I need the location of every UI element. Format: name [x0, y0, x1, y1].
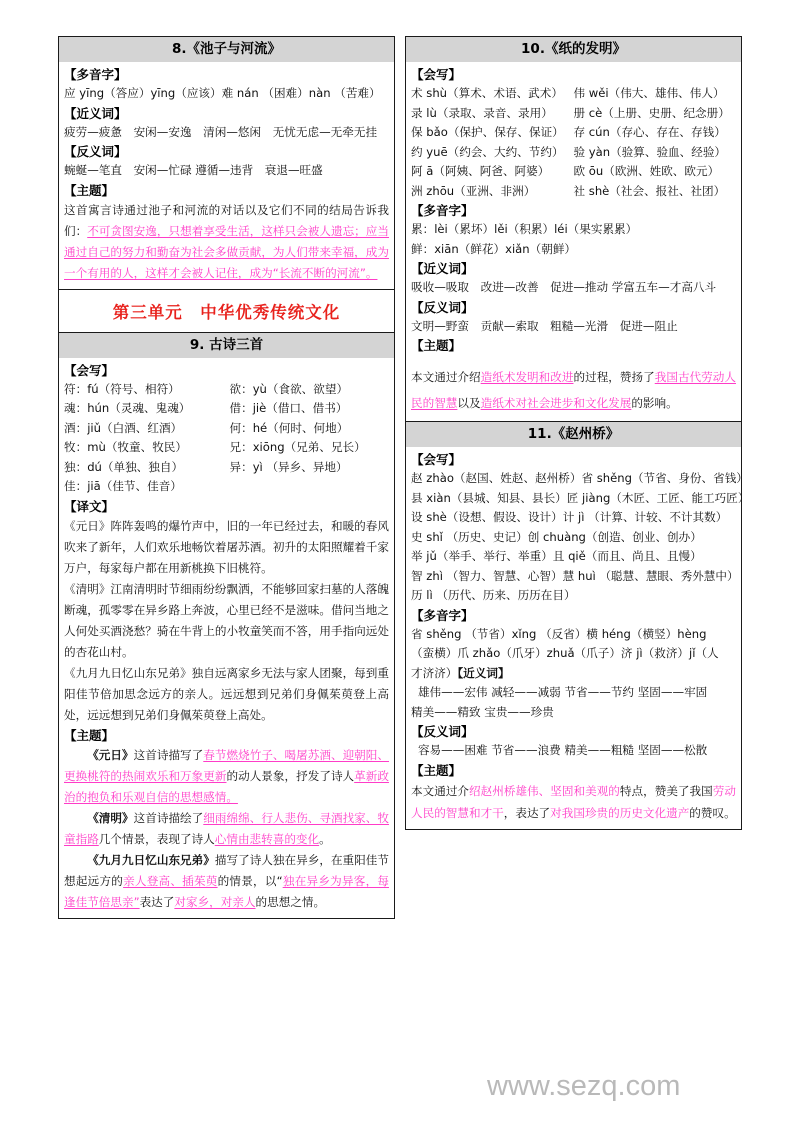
lesson-8-block — [59, 37, 394, 290]
lesson-10-zhuti — [411, 364, 736, 416]
label-yiwen: 【译文】 — [64, 498, 115, 514]
watermark: www.sezq.com — [487, 1070, 681, 1102]
huixie-item: 佳：jiā（佳节、佳音） — [64, 479, 182, 493]
plain: 本文通过介 — [411, 783, 470, 798]
huixie-item: 册 cè（上册、史册、纪念册） — [573, 105, 730, 120]
huixie-item: 慧 huì （聪慧、慧眼、秀外慧中） — [562, 568, 739, 583]
highlight: 独在异乡为异客，每逢佳节倍思亲” — [64, 873, 389, 909]
lesson-9-zhuti-2 — [64, 808, 389, 850]
label-fanyici: 【反义词】 — [411, 724, 474, 739]
unit-3-header-block — [59, 290, 394, 333]
huixie-item: 约 yuē（约会、大约、节约） — [411, 144, 564, 159]
lesson-9-zhuti-1 — [64, 745, 389, 808]
highlight: 心情由悲转喜的变化 — [214, 831, 320, 846]
huixie-item: 术 shù（算术、术语、武术） — [411, 86, 563, 100]
huixie-item: 创 chuàng（创造、创业、创办） — [527, 529, 702, 544]
plain: ，表达了 — [503, 805, 551, 820]
lesson-8-jinyici: 疲劳—疲惫 安闲—安逸 清闲—悠闲 无忧无虑—无牵无挂 — [64, 124, 378, 139]
highlight: 造纸术对社会进步和文化发展 — [480, 396, 632, 410]
lesson-9-yiwen-3: 《九月九日忆山东兄弟》独自远离家乡无法与家人团聚，每到重阳佳节倍加思念远方的亲人。远远想到兄弟们身佩茱萸登上高处，远远想到兄弟们身佩茱萸登上高处。 — [64, 665, 389, 722]
huixie-item: 举 jǔ（举手、举行、举重） — [411, 549, 553, 563]
lesson-10-block — [406, 37, 741, 422]
zhuti-highlight: 不可贪图安逸，只想着享受生活，这样只会被人遗忘；应当通过自己的努力和勤奋为社会多做贡献，为人们带来幸福，成为一个有用的人，这样才会被人记住，成为“长流不断的河流”。 — [64, 223, 389, 280]
huixie-item: 录 lù（录取、录音、录用） — [411, 105, 553, 120]
label-fanyici: 【反义词】 — [411, 299, 474, 315]
huixie-item: 借：jiè（借口、借书） — [229, 401, 348, 415]
highlight: 亲人登高、插茱萸 — [123, 873, 218, 888]
plain: 以及 — [457, 396, 481, 410]
label-fanyici: 【反义词】 — [64, 144, 127, 159]
left-column — [58, 36, 395, 919]
lesson-11-jinyici-2: 精美——精致 宝贵——珍贵 — [411, 704, 554, 719]
lesson-11-huixie-row — [411, 567, 739, 587]
highlight: 对我国珍贵的历史文化遗产 — [550, 805, 690, 820]
huixie-item: 牧：mù（牧童、牧民） — [64, 440, 187, 454]
label-jinyici: 【近义词】 — [64, 105, 127, 121]
plain: 。 — [319, 831, 331, 846]
huixie-item: 省 shěng（节省、身份、省钱） — [581, 471, 748, 485]
plain: 描写了诗人独在异乡，在重阳佳节想起远方的 — [64, 852, 389, 888]
highlight: 绍赵州桥雄伟、坚固和美观的 — [469, 783, 620, 798]
huixie-item: 保 bǎo（保护、保存、保证） — [411, 125, 564, 139]
lesson-11-duoyinzi-2: （蛮横）爪 zhǎo（爪牙）zhuǎ（爪子）济 jì（救济）jǐ（人 — [411, 646, 719, 660]
huixie-item: 匠 jiàng（木匠、工匠、能工巧匠） — [566, 490, 750, 505]
lesson-11-huixie-row — [411, 508, 736, 528]
lesson-9-yiwen-1: 《元日》阵阵轰鸣的爆竹声中，旧的一年已经过去，和暖的春风吹来了新年，人们欢乐地畅饮着屠苏酒。初升的太阳照耀着千家万户，每家每户都在用新桃换下旧桃符。 — [64, 518, 389, 575]
lesson-10-jinyici: 吸收—吸取 改进—改善 促进—推动 学富五车—才高八斗 — [411, 280, 717, 294]
lesson-10-duoyinzi-2: 鲜：xiān（鲜花）xiǎn（朝鲜） — [411, 241, 577, 256]
lesson-9-yiwen-2: 《清明》江南清明时节细雨纷纷飘洒，不能够回家扫墓的人落魄断魂，孤零零在异乡路上奔波，心里已经不是滋味。借问当地之人何处买酒浇愁？骑在牛背上的小牧童笑而不答，用手指向远处的杏花山村。 — [64, 581, 389, 659]
plain: 的过程，赞扬了 — [573, 370, 655, 384]
plain: 几个情景，表现了诗人 — [98, 831, 215, 846]
lesson-10-duoyinzi-1: 累：lèi（累坏）lěi（积累）léi（果实累累） — [411, 222, 638, 236]
lesson-11-huixie-row — [411, 547, 736, 567]
label-jinyici: 【近义词】 — [457, 665, 510, 680]
lesson-9-title: 9. 古诗三首 — [59, 333, 394, 359]
lesson-10-title: 10.《纸的发明》 — [406, 37, 741, 63]
huixie-item: 伟 wěi（伟大、雄伟、伟人） — [573, 86, 725, 100]
lesson-11-huixie-row — [411, 489, 750, 509]
poem-name: 《清明》 — [87, 810, 134, 825]
lesson-11-block — [406, 422, 750, 829]
document-page — [58, 36, 750, 919]
huixie-item: 兄：xiōng（兄弟、兄长） — [229, 440, 366, 454]
plain: 表达了 — [139, 894, 175, 909]
plain: 的情景，以“ — [217, 873, 283, 888]
huixie-item: 历 lì （历代、历来、历历在目） — [411, 588, 576, 602]
highlight: 春节燃烧竹子、喝屠苏酒、迎朝阳、更换桃符的热闹欢乐和万象更新 — [64, 747, 389, 783]
unit-3-title: 第三单元 中华优秀传统文化 — [59, 290, 394, 332]
label-zhuti: 【主题】 — [411, 338, 462, 353]
lesson-9-block — [59, 333, 394, 918]
huixie-item: 设 shè（设想、假设、设计） — [411, 510, 563, 524]
huixie-item: 欲：yù（食欲、欲望） — [229, 381, 349, 396]
lesson-11-huixie-row — [411, 586, 736, 606]
huixie-item: 社 shè（社会、报社、社团） — [573, 183, 726, 198]
plain: 本文通过介绍 — [411, 370, 481, 384]
poem-name: 《九月九日忆山东兄弟》 — [87, 852, 215, 867]
plain: 的动人景象，抒发了诗人 — [226, 768, 355, 783]
label-duoyinzi: 【多音字】 — [411, 607, 474, 623]
lesson-8-title: 8.《池子与河流》 — [59, 37, 394, 63]
label-huixie: 【会写】 — [411, 67, 462, 82]
zhuti-plain: 这首寓言诗通过池子和河流的对话以及它们不同的结局告诉我们： — [64, 202, 389, 238]
poem-name: 《元日》 — [87, 747, 134, 762]
huixie-item: 智 zhì （智力、智慧、心智） — [411, 568, 563, 583]
label-duoyinzi: 【多音字】 — [411, 203, 474, 218]
huixie-item — [230, 477, 390, 497]
label-duoyinzi: 【多音字】 — [64, 67, 127, 82]
lesson-9-huixie-grid — [64, 380, 389, 497]
lesson-9-zhuti-3 — [64, 850, 389, 913]
lesson-8-zhuti — [64, 200, 389, 284]
lesson-11-huixie-row — [411, 469, 748, 489]
highlight: 造纸术发明和改进 — [480, 370, 574, 384]
plain: 这首诗描写了 — [133, 747, 204, 762]
huixie-item: 酒：jiǔ（白酒、红酒） — [64, 420, 183, 435]
lesson-11-zhuti — [411, 780, 736, 824]
plain: 的赞叹。 — [689, 805, 736, 820]
highlight: 劳动人民的智慧和才干 — [411, 783, 736, 820]
huixie-item: 赵 zhào（赵国、姓赵、赵州桥） — [411, 471, 582, 485]
duoyinzi-tail: 才济济） — [411, 665, 458, 680]
lesson-10-huixie-grid — [411, 84, 736, 201]
huixie-item: 且 qiě（而且、尚且、且慢） — [552, 549, 702, 563]
lesson-11-huixie-row — [411, 528, 736, 548]
huixie-item: 计 jì （计算、计较、不计其数） — [562, 510, 728, 524]
lesson-11-duoyinzi-1: 省 shěng （节省）xǐng （反省）横 héng（横竖）hèng — [411, 626, 707, 641]
huixie-item: 符：fú（符号、相符） — [64, 381, 180, 396]
label-huixie: 【会写】 — [411, 452, 462, 467]
highlight: 我国古代劳动人民的智慧 — [411, 370, 736, 410]
label-zhuti: 【主题】 — [64, 727, 115, 743]
huixie-item: 阿 ā（阿姨、阿爸、阿婆） — [411, 164, 550, 178]
huixie-item: 洲 zhōu（亚洲、非洲） — [411, 183, 536, 198]
highlight: 细雨绵绵、行人悲伤、寻酒找家、牧童指路 — [64, 810, 389, 846]
lesson-11-jinyici-1: 雄伟——宏伟 减轻——减弱 节省——节约 坚固——牢固 — [417, 685, 708, 699]
huixie-item: 异：yì （异乡、异地） — [229, 459, 348, 474]
lesson-11-title: 11.《赵州桥》 — [406, 422, 741, 448]
huixie-item: 欧 ōu（欧洲、姓欧、欧元） — [573, 164, 720, 178]
huixie-item: 史 shǐ （历史、史记） — [411, 529, 528, 544]
plain: 这首诗描绘了 — [133, 810, 204, 825]
huixie-item: 存 cún（存心、存在、存钱） — [573, 125, 726, 139]
lesson-8-fanyici: 蜿蜒—笔直 安闲—忙碌 遵循—违背 衰退—旺盛 — [64, 163, 323, 177]
huixie-item: 验 yàn（验算、验血、经验） — [573, 144, 727, 159]
lesson-10-fanyici: 文明—野蛮 贡献—索取 粗糙—光滑 促进—阻止 — [411, 318, 678, 333]
highlight: 革新政治的抱负和乐观自信的思想感情。 — [64, 768, 389, 804]
plain: 特点，赞美了我国 — [619, 783, 713, 798]
huixie-item: 魂：hún（灵魂、鬼魂） — [64, 401, 191, 415]
label-zhuti: 【主题】 — [64, 182, 115, 198]
lesson-11-duoyinzi-3 — [411, 664, 736, 684]
right-column — [405, 36, 750, 830]
plain: 的影响。 — [631, 396, 678, 410]
huixie-item: 县 xiàn（县城、知县、县长） — [411, 490, 567, 505]
label-zhuti: 【主题】 — [411, 762, 462, 778]
lesson-11-fanyici: 容易——困难 节省——浪费 精美——粗糙 坚固——松散 — [417, 743, 708, 757]
huixie-item: 何：hé（何时、何地） — [229, 420, 349, 435]
lesson-8-duoyinzi: 应 yīng（答应）yīng（应该）难 nán （困难）nàn （苦难） — [64, 86, 381, 100]
label-huixie: 【会写】 — [64, 362, 115, 378]
plain: 的思想之情。 — [255, 894, 326, 909]
label-jinyici: 【近义词】 — [411, 261, 474, 276]
highlight: 对家乡，对亲人 — [174, 894, 256, 909]
huixie-item: 独：dú（单独、独自） — [64, 459, 184, 474]
